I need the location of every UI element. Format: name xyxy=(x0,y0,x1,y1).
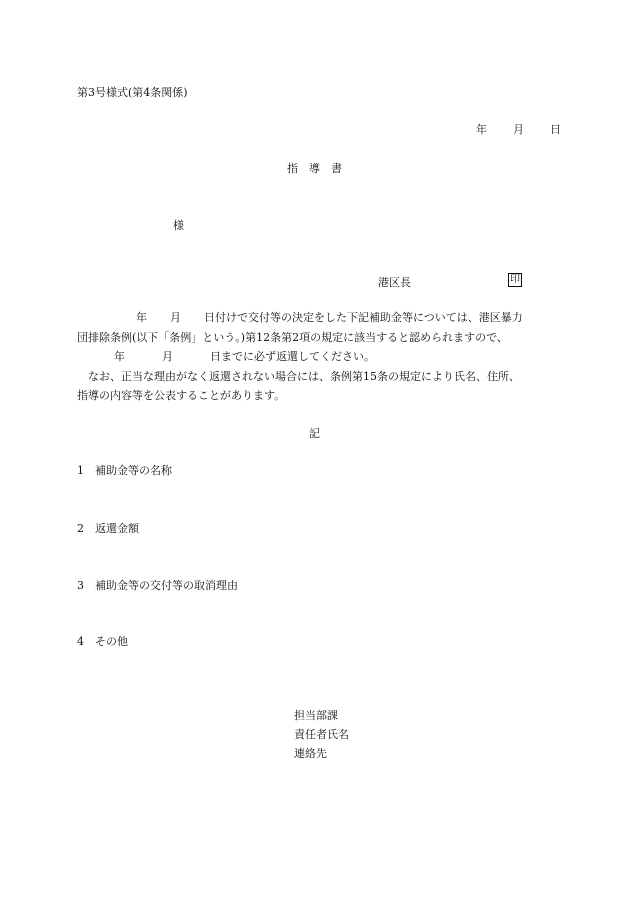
body-line3-text: 日までに必ず返還してください。 xyxy=(210,350,375,363)
body-line-5: 指導の内容等を公表することがあります。 xyxy=(77,389,286,402)
body-line1-year: 年 xyxy=(136,311,147,324)
list-item xyxy=(77,522,139,535)
body-line-1 xyxy=(77,311,523,324)
body-line3-year: 年 xyxy=(114,350,125,363)
date-day: 日 xyxy=(550,123,561,136)
body-line-3 xyxy=(77,350,375,363)
issuer-name: 港区長 xyxy=(378,276,411,289)
recipient-suffix: 様 xyxy=(173,219,184,232)
item-number: 1 xyxy=(77,464,84,477)
item-label: 補助金等の交付等の取消理由 xyxy=(95,579,238,592)
contact-person: 責任者氏名 xyxy=(294,728,349,741)
item-number: 3 xyxy=(77,579,84,592)
seal-stamp: 印 xyxy=(510,274,520,285)
item-number: 4 xyxy=(77,635,84,648)
document-title: 指 導 書 xyxy=(287,162,342,175)
item-label: 返還金額 xyxy=(95,522,139,535)
ki-heading: 記 xyxy=(309,427,320,440)
date-line xyxy=(476,123,561,136)
date-month: 月 xyxy=(513,123,524,136)
form-number: 第3号様式(第4条関係) xyxy=(77,86,188,99)
body-line1-text: 日付けで交付等の決定をした下記補助金等については、港区暴力 xyxy=(204,311,523,324)
item-label: 補助金等の名称 xyxy=(95,464,172,477)
list-item xyxy=(77,464,172,477)
list-item xyxy=(77,635,128,648)
body-line-2: 団排除条例(以下「条例」という。)第12条第2項の規定に該当すると認められますので、 xyxy=(77,331,508,344)
body-line3-month: 月 xyxy=(162,350,173,363)
item-label: その他 xyxy=(95,635,128,648)
list-item xyxy=(77,579,238,592)
item-number: 2 xyxy=(77,522,84,535)
body-line1-month: 月 xyxy=(170,311,181,324)
contact-department: 担当部課 xyxy=(294,709,338,722)
body-line-4: なお、正当な理由がなく返還されない場合には、条例第15条の規定により氏名、住所、 xyxy=(77,370,520,383)
date-year: 年 xyxy=(476,123,487,136)
contact-phone: 連絡先 xyxy=(294,747,327,760)
